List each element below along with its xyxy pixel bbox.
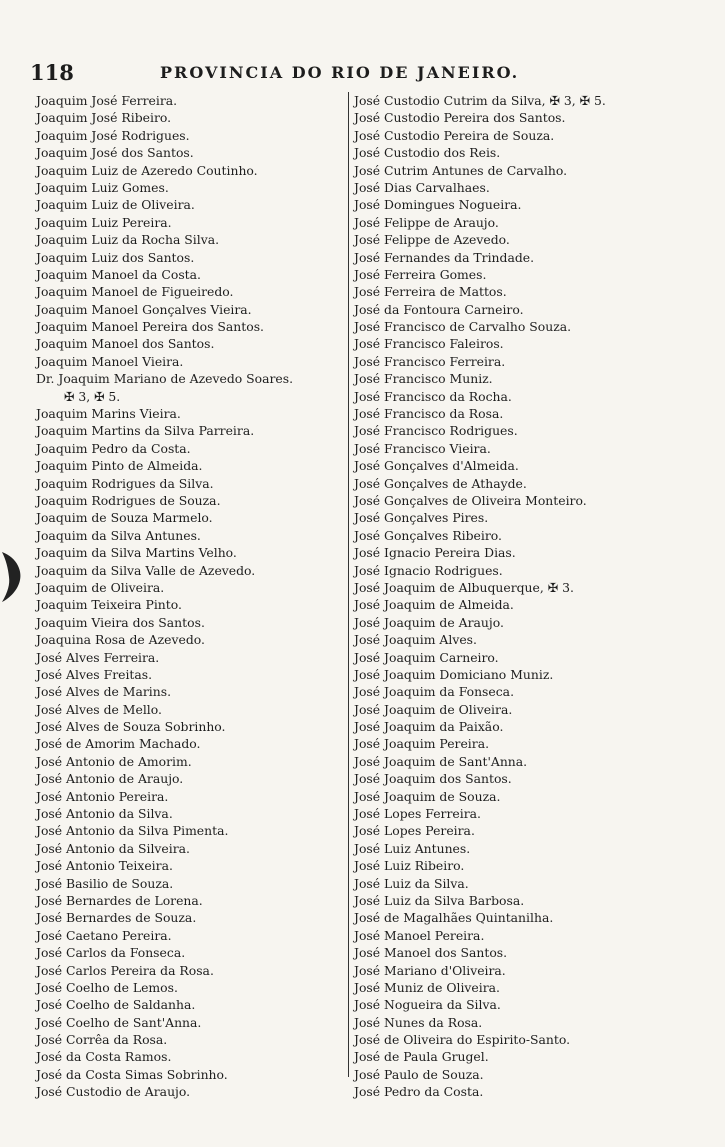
name-entry: Joaquim Marins Vieira. — [36, 406, 181, 422]
name-entry: José Antonio Pereira. — [36, 788, 169, 804]
name-entry: José da Costa Ramos. — [36, 1049, 172, 1065]
name-entry: José Manoel dos Santos. — [354, 945, 508, 961]
name-entry: Joaquim Luiz de Oliveira. — [36, 197, 195, 213]
name-entry: José Francisco Vieira. — [354, 440, 491, 456]
name-entry: José Ignacio Pereira Dias. — [354, 545, 516, 561]
name-entry: José Gonçalves d'Almeida. — [354, 458, 519, 474]
name-entry: José Carlos Pereira da Rosa. — [36, 962, 214, 978]
name-entry: José Antonio de Amorim. — [36, 753, 192, 769]
name-entry: José Alves de Marins. — [36, 684, 172, 700]
name-entry: José Antonio da Silva. — [36, 806, 173, 822]
page-header — [30, 60, 640, 86]
name-entry: José Nogueira da Silva. — [354, 997, 501, 1013]
name-entry: Joaquim Luiz da Rocha Silva. — [36, 232, 220, 248]
name-entry: José de Oliveira do Espirito-Santo. — [354, 1032, 571, 1048]
name-entry: José Luiz da Silva Barbosa. — [354, 892, 525, 908]
name-entry: José Antonio Teixeira. — [36, 858, 173, 874]
name-entry: José Joaquim de Oliveira. — [354, 701, 513, 717]
name-entry: Joaquim Teixeira Pinto. — [36, 597, 182, 613]
name-entry: José Joaquim dos Santos. — [354, 771, 512, 787]
name-entry: José Carlos da Fonseca. — [36, 945, 186, 961]
name-entry: José Gonçalves de Athayde. — [354, 475, 527, 491]
name-entry: Joaquim Luiz Pereira. — [36, 214, 172, 230]
name-entry: Joaquim Luiz Gomes. — [36, 179, 169, 195]
name-entry: José Luiz Antunes. — [354, 840, 471, 856]
name-entry: José Joaquim Alves. — [354, 632, 477, 648]
name-entry: José Corrêa da Rosa. — [36, 1032, 168, 1048]
name-entry: José Francisco Muniz. — [354, 371, 493, 387]
name-entry: Joaquim Rodrigues da Silva. — [36, 475, 214, 491]
name-entry: Joaquim Pinto de Almeida. — [36, 458, 203, 474]
name-entry: José Dias Carvalhaes. — [354, 179, 490, 195]
name-entry: José Luiz Ribeiro. — [354, 858, 465, 874]
name-entry: José Cutrim Antunes de Carvalho. — [354, 162, 568, 178]
name-entry: Joaquim da Silva Martins Velho. — [36, 545, 237, 561]
name-entry: José Joaquim Carneiro. — [354, 649, 499, 665]
name-entry: José Francisco de Carvalho Souza. — [354, 319, 572, 335]
name-entry: José Francisco Rodrigues. — [354, 423, 518, 439]
name-entry: Joaquim da Silva Antunes. — [36, 527, 201, 543]
name-entry: Joaquim Manoel da Costa. — [36, 266, 201, 282]
name-entry: Joaquim de Souza Marmelo. — [36, 510, 213, 526]
binding-mark-ornament — [0, 550, 24, 604]
name-entry: José Antonio de Araujo. — [36, 771, 184, 787]
name-entry: Dr. Joaquim Mariano de Azevedo Soares. — [36, 371, 294, 387]
name-entry: José Francisco da Rocha. — [354, 388, 512, 404]
name-entry: José Felippe de Azevedo. — [354, 232, 510, 248]
name-entry: José Custodio dos Reis. — [354, 145, 501, 161]
name-entry: José Mariano d'Oliveira. — [354, 962, 506, 978]
running-title: PROVINCIA DO RIO DE JANEIRO. — [160, 63, 520, 82]
name-entry: José Caetano Pereira. — [36, 927, 172, 943]
name-entry: Joaquim de Oliveira. — [36, 579, 165, 595]
name-entry: José Joaquim de Albuquerque, ✠ 3. — [354, 579, 574, 595]
name-entry: José Francisco Faleiros. — [354, 336, 504, 352]
name-entry: José de Paula Grugel. — [354, 1049, 489, 1065]
name-entry: José Muniz de Oliveira. — [354, 979, 500, 995]
name-entry: José Fernandes da Trindade. — [354, 249, 535, 265]
name-entry: José Gonçalves de Oliveira Monteiro. — [354, 492, 587, 508]
name-entry: Joaquim Martins da Silva Parreira. — [36, 423, 255, 439]
name-entry: José Domingues Nogueira. — [354, 197, 522, 213]
name-entry: José Paulo de Souza. — [354, 1066, 484, 1082]
name-entry: Joaquim Manoel Vieira. — [36, 353, 184, 369]
name-entry: José Francisco Ferreira. — [354, 353, 506, 369]
name-entry: Joaquim Manoel dos Santos. — [36, 336, 215, 352]
name-entry: José Gonçalves Ribeiro. — [354, 527, 502, 543]
name-entry: José Ferreira Gomes. — [354, 266, 487, 282]
name-entry: José Joaquim Domiciano Muniz. — [354, 666, 554, 682]
name-entry: Joaquim José Rodrigues. — [36, 127, 190, 143]
name-entry: ✠ 3, ✠ 5. — [64, 388, 121, 404]
name-entry: José Lopes Pereira. — [354, 823, 475, 839]
name-entry: José Nunes da Rosa. — [354, 1014, 483, 1030]
name-entry: José Joaquim de Araujo. — [354, 614, 504, 630]
name-entry: José Coelho de Lemos. — [36, 979, 178, 995]
name-entry: José Francisco da Rosa. — [354, 406, 504, 422]
name-entry: José Antonio da Silva Pimenta. — [36, 823, 229, 839]
name-entry: José Lopes Ferreira. — [354, 806, 481, 822]
name-entry: José de Magalhães Quintanilha. — [354, 910, 554, 926]
name-entry: José Joaquim de Almeida. — [354, 597, 514, 613]
name-entry: José Joaquim Pereira. — [354, 736, 490, 752]
name-entry: Joaquim Luiz dos Santos. — [36, 249, 195, 265]
name-entry: José Joaquim de Sant'Anna. — [354, 753, 528, 769]
column-divider — [348, 92, 349, 1077]
page-number: 118 — [30, 60, 74, 85]
name-entry: José Manoel Pereira. — [354, 927, 485, 943]
name-entry: José Joaquim de Souza. — [354, 788, 501, 804]
name-entry: José Ignacio Rodrigues. — [354, 562, 503, 578]
name-entry: José Joaquim da Fonseca. — [354, 684, 515, 700]
name-entry: José Felippe de Araujo. — [354, 214, 499, 230]
name-entry: José Alves de Souza Sobrinho. — [36, 719, 226, 735]
name-entry: José Custodio Pereira de Souza. — [354, 127, 555, 143]
name-entry: José Bernardes de Souza. — [36, 910, 197, 926]
name-entry: Joaquim Pedro da Costa. — [36, 440, 191, 456]
name-entry: José da Costa Simas Sobrinho. — [36, 1066, 228, 1082]
name-entry: José Coelho de Sant'Anna. — [36, 1014, 202, 1030]
right-name-column — [354, 92, 694, 1101]
name-entry: Joaquim José dos Santos. — [36, 145, 194, 161]
name-entry: José Ferreira de Mattos. — [354, 284, 507, 300]
name-entry: José Joaquim da Paixão. — [354, 719, 504, 735]
left-name-column — [36, 92, 348, 1101]
name-entry: José Alves de Mello. — [36, 701, 162, 717]
name-entry: José Custodio Pereira dos Santos. — [354, 110, 566, 126]
name-entry: José Coelho de Saldanha. — [36, 997, 196, 1013]
name-entry: Joaquim Manoel Gonçalves Vieira. — [36, 301, 252, 317]
name-entry: José Bernardes de Lorena. — [36, 892, 203, 908]
name-entry: José de Amorim Machado. — [36, 736, 201, 752]
name-entry: José Alves Ferreira. — [36, 649, 160, 665]
name-entry: José Pedro da Costa. — [354, 1084, 484, 1100]
name-entry: Joaquina Rosa de Azevedo. — [36, 632, 205, 648]
name-entry: José Custodio Cutrim da Silva, ✠ 3, ✠ 5. — [354, 93, 606, 108]
name-entry: José Custodio de Araujo. — [36, 1084, 191, 1100]
name-entry: Joaquim José Ferreira. — [36, 93, 178, 108]
name-entry: Joaquim Vieira dos Santos. — [36, 614, 205, 630]
name-entry: José da Fontoura Carneiro. — [354, 301, 524, 317]
name-entry: Joaquim Luiz de Azeredo Coutinho. — [36, 162, 258, 178]
name-entry: Joaquim Manoel de Figueiredo. — [36, 284, 234, 300]
name-entry: José Antonio da Silveira. — [36, 840, 190, 856]
name-entry: Joaquim da Silva Valle de Azevedo. — [36, 562, 256, 578]
name-entry: José Gonçalves Pires. — [354, 510, 489, 526]
name-entry: Joaquim Manoel Pereira dos Santos. — [36, 319, 264, 335]
name-entry: Joaquim Rodrigues de Souza. — [36, 492, 221, 508]
name-entry: José Alves Freitas. — [36, 666, 153, 682]
name-entry: Joaquim José Ribeiro. — [36, 110, 172, 126]
name-entry: José Luiz da Silva. — [354, 875, 469, 891]
name-entry: José Basilio de Souza. — [36, 875, 174, 891]
